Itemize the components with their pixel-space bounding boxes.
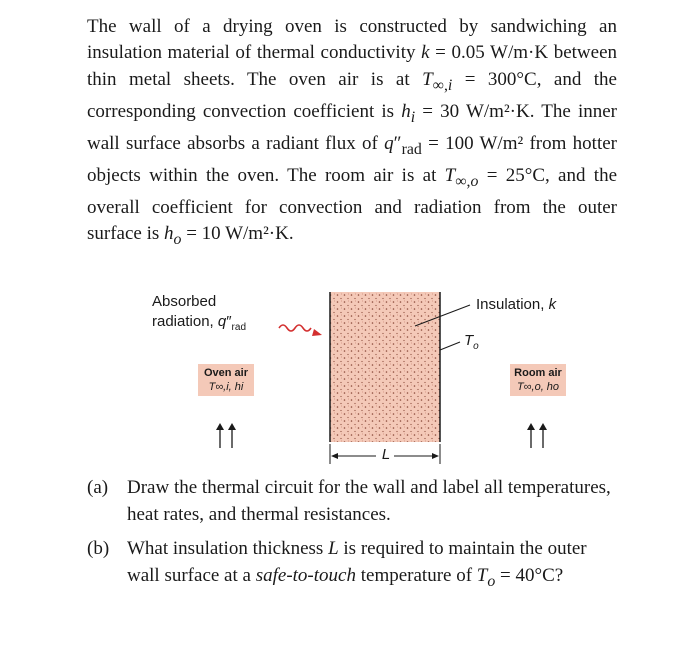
insulation-wall [330, 292, 440, 442]
radiation-arrow [279, 325, 311, 331]
outer-surface-temp-label: $T_o$ [464, 332, 479, 352]
question-parts [87, 475, 617, 603]
oven-air-label: Oven air T∞,i, hi [203, 367, 249, 393]
absorbed-radiation-label: Absorbed radiation, $q''_{rad}$ [152, 293, 246, 333]
problem-statement: The wall of a drying oven is constructed by sandwiching an insulation material of thermal conductivity k = 0.05 W/m·K between thin metal sheets. The oven air is at $T_{\infty,i} = 300^\circ C$, and the corresponding convection coefficient is $h_i = 30$ W/m²·K. The inner wall surface absorbs a radiant flux of $q''_{rad} = 100$ W/m² from hotter objects within the oven. The room air is at $T_{\infty,o} = 25^\circ C$, and the overall coefficient for convection and radiation from the outer surface is $h_o = 10$ W/m²·K. [87, 16, 618, 249]
room-air-label: Room air T∞,o, ho [514, 367, 562, 393]
thickness-label: L [381, 446, 391, 463]
insulation-label: Insulation, k [476, 296, 557, 313]
oven-wall-figure [140, 286, 600, 470]
part-b: (b) What insulation thickness L is required to maintain the outer wall surface at a safe-to-touch temperature of $T_o = 40^\circ C$? [87, 538, 587, 590]
part-a: (a) Draw the thermal circuit for the wall and label all temperatures, heat rates, and thermal resistances. [87, 477, 611, 525]
